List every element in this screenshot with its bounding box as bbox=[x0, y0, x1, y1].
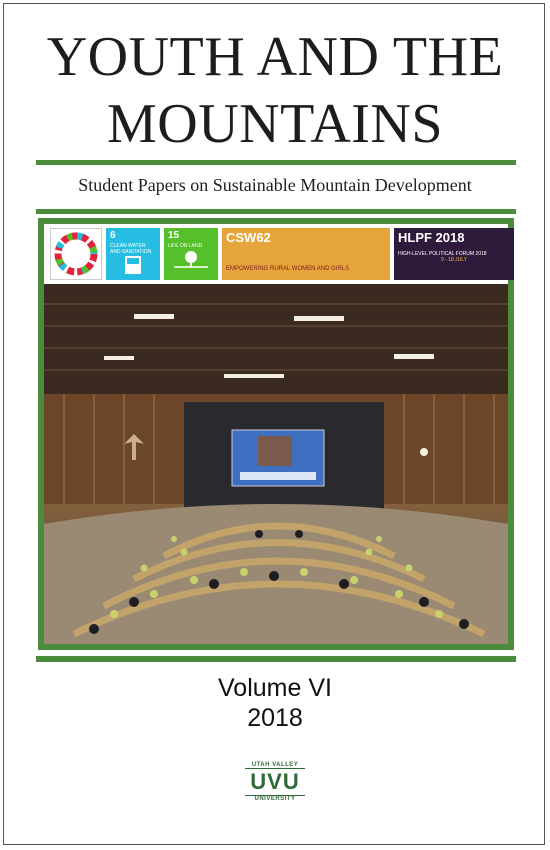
event-banner bbox=[50, 228, 502, 284]
uvu-logo-top-text: UTAH VALLEY bbox=[245, 762, 305, 769]
sdg-6-tile bbox=[106, 228, 160, 280]
title-line-2: MOUNTAINS bbox=[106, 93, 443, 155]
water-glass-icon bbox=[106, 255, 160, 275]
hlpf-label: HLPF 2018 bbox=[398, 230, 465, 245]
bottom-rule bbox=[36, 656, 516, 662]
image-panel bbox=[38, 218, 514, 650]
sdg-15-number: 15 bbox=[168, 230, 180, 241]
sdg-15-caption: LIFE ON LAND bbox=[168, 243, 203, 249]
tree-icon bbox=[164, 249, 218, 269]
sdg-6-caption: CLEAN WATER AND SANITATION bbox=[110, 243, 152, 255]
top-rule bbox=[36, 160, 516, 165]
sdg-6-number: 6 bbox=[110, 230, 116, 241]
csw62-tile bbox=[222, 228, 390, 280]
title-line-1: YOUTH AND THE bbox=[46, 26, 504, 88]
volume-label: Volume VI bbox=[218, 674, 332, 702]
uvu-logo-mark: UVU bbox=[250, 769, 300, 794]
sdg-15-tile bbox=[164, 228, 218, 280]
hlpf-dates: 9 - 18 JULY bbox=[440, 257, 468, 263]
subtitle: Student Papers on Sustainable Mountain Development bbox=[78, 175, 472, 195]
hlpf-tile bbox=[394, 228, 514, 280]
hlpf-caption: HIGH-LEVEL POLITICAL FORUM 2018 bbox=[398, 251, 487, 257]
assembly-hall-photo bbox=[44, 284, 508, 644]
year-label: 2018 bbox=[247, 704, 303, 732]
csw62-caption: EMPOWERING RURAL WOMEN AND GIRLS bbox=[226, 266, 350, 272]
assembly-hall-illustration bbox=[44, 284, 508, 644]
sdg-wheel-logo bbox=[50, 228, 102, 280]
csw62-label: CSW62 bbox=[226, 230, 271, 245]
uvu-logo bbox=[245, 762, 305, 802]
sdg-wheel-icon bbox=[51, 229, 101, 279]
subtitle-rule bbox=[36, 209, 516, 214]
uvu-logo-bottom-text: UNIVERSITY bbox=[245, 795, 305, 802]
